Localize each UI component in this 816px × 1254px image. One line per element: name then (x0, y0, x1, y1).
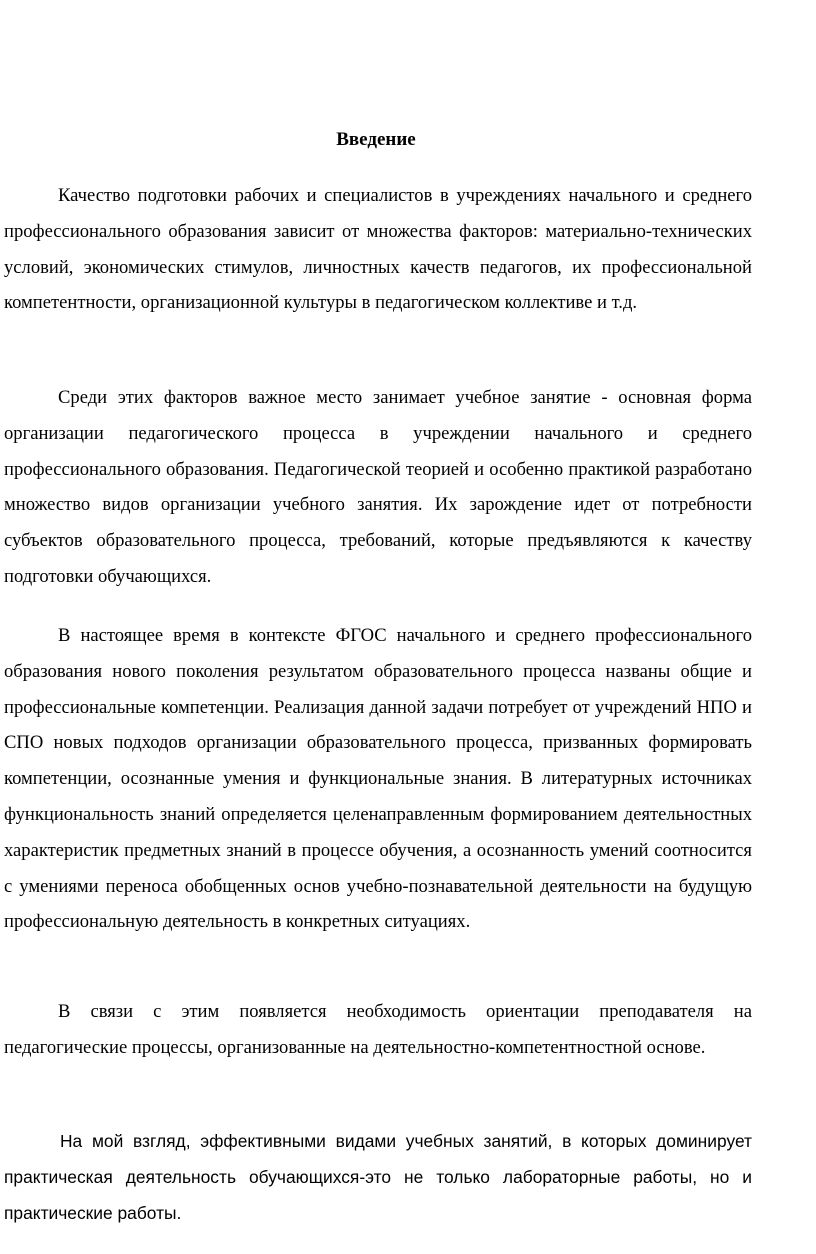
paragraph-3: В настоящее время в контексте ФГОС начального и среднего профессионального образования нового поколения результатом образовательного процесса названы общие и профессиональные компетенции. Реализация данной задачи потребует от учреждений НПО и СПО новых подходов организации образовательного процесса, призванных формировать компетенции, осознанные умения и функциональные знания. В литературных источниках функциональность знаний определяется целенаправленным формированием деятельностных характеристик предметных знаний в процессе обучения, а осознанность умений соотносится с умениями переноса обобщенных основ учебно-познавательной деятельности на будущую профессиональную деятельность в конкретных ситуациях. (4, 625, 752, 933)
paragraph-1: Качество подготовки рабочих и специалистов в учреждениях начального и среднего профессионального образования зависит от множества факторов: материально-технических условий, экономических стимулов, личностных качеств педагогов, их профессиональной компетентности, организационной культуры в педагогическом коллективе и т.д. (4, 185, 752, 314)
paragraph-4: В связи с этим появляется необходимость ориентации преподавателя на педагогические процессы, организованные на деятельностно-компетентностной основе. (4, 1001, 752, 1058)
document-title: Введение (336, 129, 416, 150)
paragraph-2: Среди этих факторов важное место занимает учебное занятие - основная форма организации педагогического процесса в учреждении начального и среднего профессионального образования. Педагогической теорией и особенно практикой разработано множество видов организации учебного занятия. Их зарождение идет от потребности субъектов образовательного процесса, требований, которые предъявляются к качеству подготовки обучающихся. (4, 387, 752, 587)
paragraph-5: На мой взгляд, эффективными видами учебных занятий, в которых доминирует практическая деятельность обучающихся-это не только лабораторные работы, но и практические работы. (4, 1131, 752, 1223)
